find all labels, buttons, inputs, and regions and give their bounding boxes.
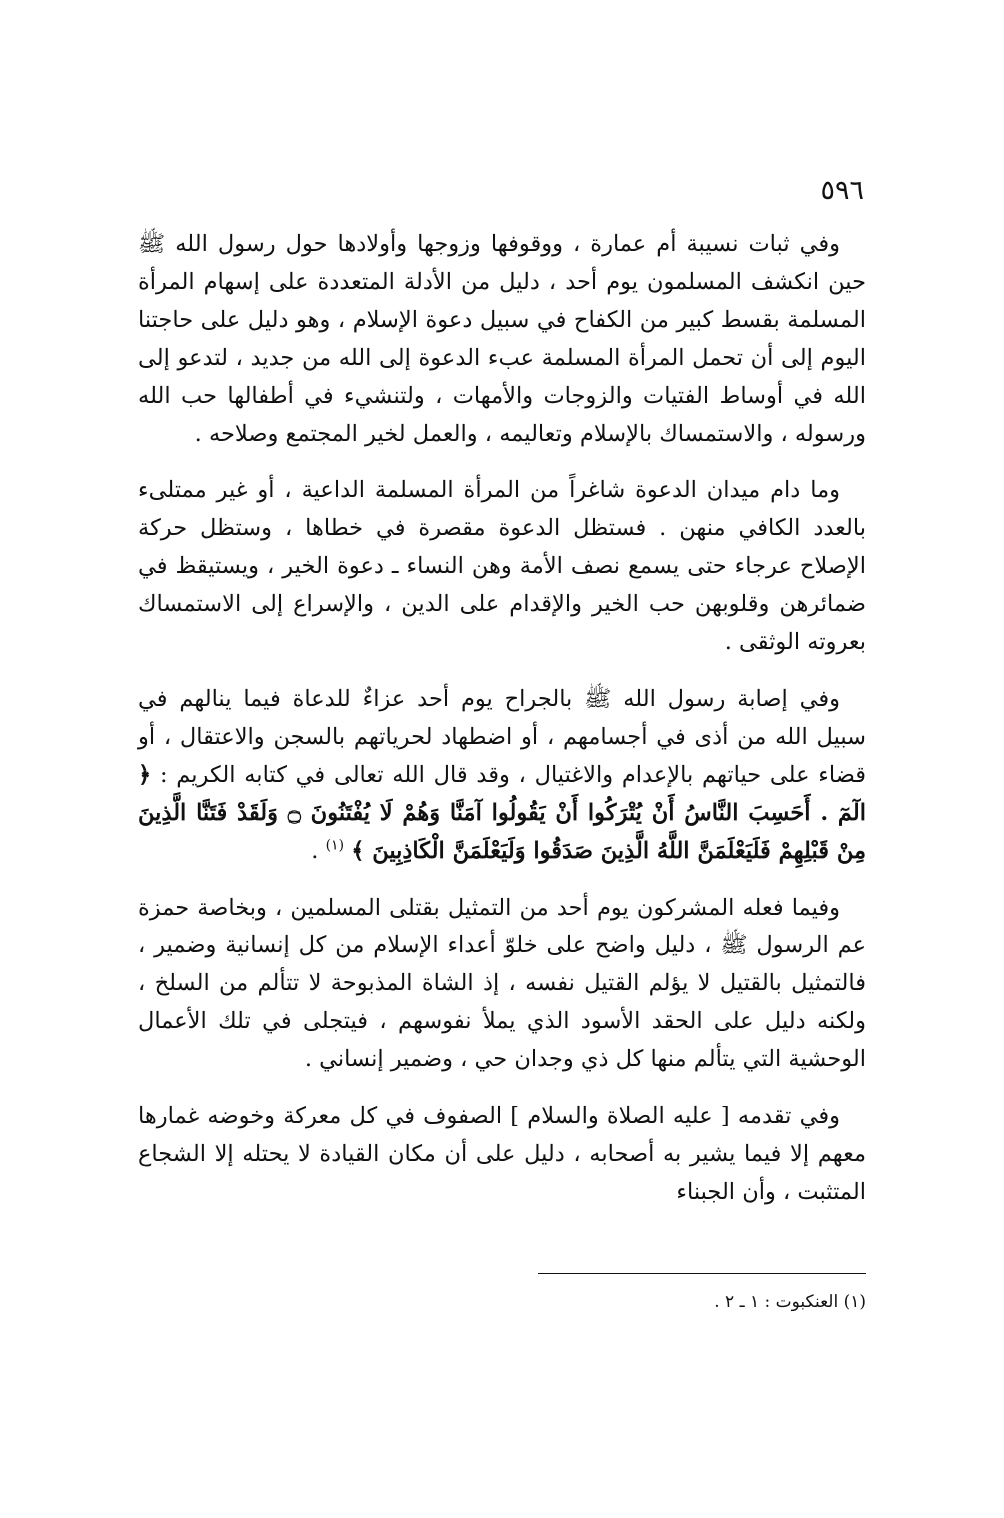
body-text [138, 226, 866, 1212]
page-number: ٥٩٦ [820, 175, 864, 206]
paragraph-mutilation [138, 890, 866, 1080]
paragraph-women-dawah [138, 472, 866, 662]
paragraph-prophet-wounds [138, 681, 866, 871]
quran-verse: ﴿ الٓمٓ . أَحَسِبَ النَّاسُ أَنْ يُتْرَكُوا أَنْ يَقُولُوا آمَنَّا وَهُمْ لَا يُفْتَنُونَ ۝ وَلَقَدْ فَتَنَّا الَّذِينَ مِنْ قَبْلِهِمْ فَلَيَعْلَمَنَّ اللَّهُ الَّذِينَ صَدَقُوا وَلَيَعْلَمَنَّ الْكَاذِبِينَ ﴾ [138, 761, 866, 864]
paragraph-text: وفي إصابة رسول الله ﷺ بالجراح يوم أحد عزاءٌ للدعاة فيما ينالهم في سبيل الله من أذى في أجسامهم ، أو اضطهاد لحرياتهم بالسجن والاعتقال ، أو قضاء على حياتهم بالإعدام والاغتيال ، وقد قال الله تعالى في كتابه الكريم : [138, 685, 867, 788]
paragraph-leadership [138, 1098, 866, 1212]
footnote-reference: (١) [325, 837, 345, 854]
footnote-divider [538, 1273, 866, 1274]
paragraph-nusaybah [138, 226, 866, 453]
paragraph-text: وفي تقدمه [ عليه الصلاة والسلام ] الصفوف في كل معركة وخوضه غمارها معهم إلا فيما يشير به أصحابه ، دليل على أن مكان القيادة لا يحتله إلا الشجاع المتثبت ، وأن الجبناء [138, 1103, 866, 1205]
paragraph-text: وفيما فعله المشركون يوم أحد من التمثيل بقتلى المسلمين ، وبخاصة حمزة عم الرسول ﷺ ، دليل واضح على خلوّ أعداء الإسلام من كل إنسانية وضمير ، فالتمثيل بالقتيل لا يؤلم القتيل نفسه ، إذ الشاة المذبوحة لا تتألم من السلخ ، ولكنه دليل على الحقد الأسود الذي يملأ نفوسهم ، فيتجلى في تلك الأعمال الوحشية التي يتألم منها كل ذي وجدان حي ، وضمير إنساني . [138, 894, 866, 1073]
paragraph-end-punctuation: . [311, 837, 319, 864]
paragraph-text: وما دام ميدان الدعوة شاغراً من المرأة المسلمة الداعية ، أو غير ممتلىء بالعدد الكافي منهن . فستظل الدعوة مقصرة في خطاها ، وستظل حركة الإصلاح عرجاء حتى يسمع نصف الأمة وهن النساء ـ دعوة الخير ، ويستيقظ في ضمائرهن وقلوبهن حب الخير والإقدام على الدين ، والإسراع إلى الاستمساك بعروته الوثقى . [138, 477, 866, 656]
footnote: (١) العنكبوت : ١ ـ ٢ . [714, 1292, 866, 1312]
paragraph-text: وفي ثبات نسيبة أم عمارة ، ووقوفها وزوجها وأولادها حول رسول الله ﷺ حين انكشف المسلمون يوم أحد ، دليل من الأدلة المتعددة على إسهام المرأة المسلمة بقسط كبير من الكفاح في سبيل دعوة الإسلام ، وهو دليل على حاجتنا اليوم إلى أن تحمل المرأة المسلمة عبء الدعوة إلى الله من جديد ، لتدعو إلى الله في أوساط الفتيات والزوجات والأمهات ، ولتنشيء في أطفالها حب الله ورسوله ، والاستمساك بالإسلام وتعاليمه ، والعمل لخير المجتمع وصلاحه . [138, 231, 866, 447]
